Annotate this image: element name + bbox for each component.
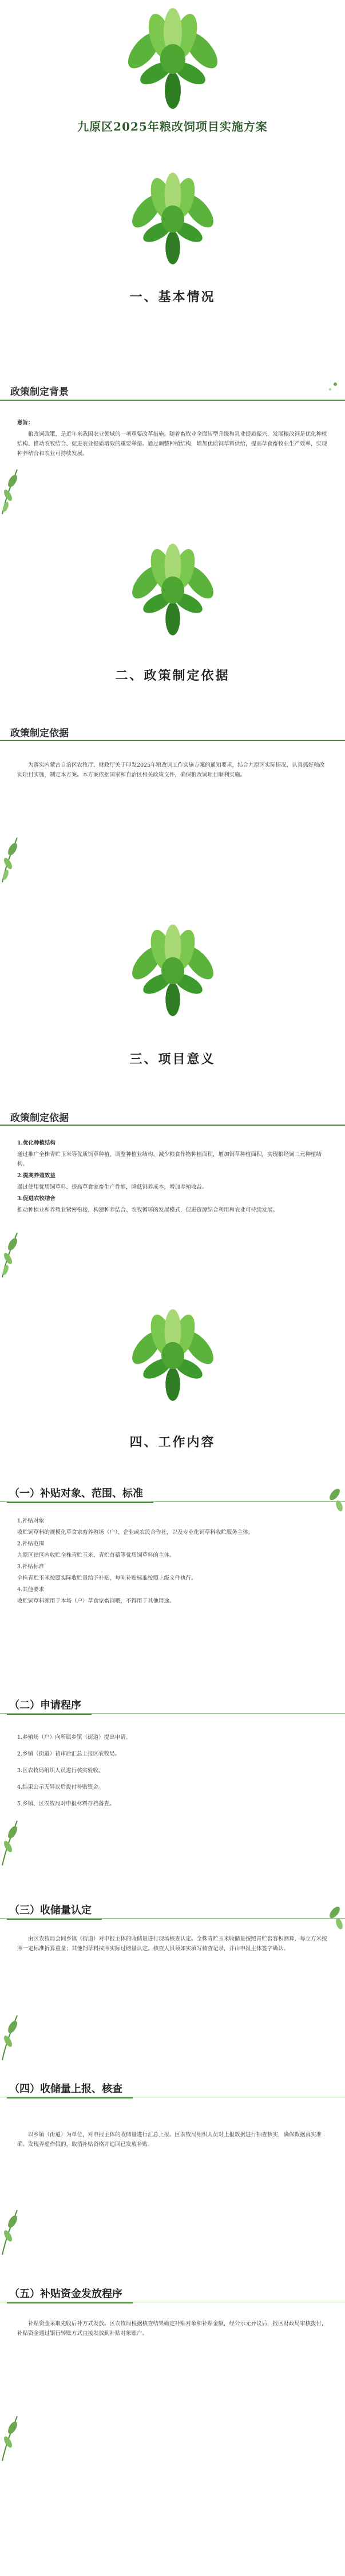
leaf-decoration-icon bbox=[0, 2411, 23, 2462]
background-slide bbox=[0, 321, 345, 520]
paragraph: 由区农牧局会同乡镇（街道）对申报主体的收储量进行现场核查认定。全株青贮玉米收储量按照青贮窖容积测算，每立方米按照一定标准折算重量；其他饲草料按照实际过磅量认定。核查人员须如实填写核查记录，并由申报主体签字确认。 bbox=[17, 1936, 327, 1952]
list-line: 3.区农牧局组织人员进行核实验收。 bbox=[17, 1768, 104, 1774]
slide-heading: （三）收储量认定 bbox=[7, 1901, 97, 1918]
list-line: 2.乡镇（街道）初审后汇总上报区农牧局。 bbox=[17, 1751, 121, 1757]
section-slide-2 bbox=[0, 520, 345, 704]
list-line: 4.结果公示无异议后拨付补贴资金。 bbox=[17, 1784, 104, 1790]
paragraph: 粮改饲政策，是近年来我国农业领域的一项重要改革措施。随着畜牧业全面转型升级和乳业提质振兴，发展粮改饲是优化种植结构、推动农牧结合、促进农业提质增效的重要举措。通过调整种植结构，增加优质饲草料供给，提高草食畜牧业生产效率，实现种养结合和农业可持续发展。 bbox=[17, 431, 327, 457]
plant-illustration bbox=[116, 169, 230, 269]
section-slide-1 bbox=[0, 137, 345, 321]
work-slide-3 bbox=[0, 1872, 345, 2068]
body-text bbox=[17, 2319, 328, 2340]
slide-heading: （五）补贴资金发放程序 bbox=[7, 2285, 128, 2302]
item-title: 3.促进农牧结合 bbox=[17, 1196, 55, 1202]
lead-label: 意旨： bbox=[17, 420, 34, 426]
item-text: 通过推广全株青贮玉米等优质饲草种植，调整种植业结构，减少粮食作物种植面积，增加饲草种植面积，实现粮经饲三元种植结构。 bbox=[17, 1151, 322, 1167]
dot-decoration bbox=[329, 388, 331, 390]
meaning-slide bbox=[0, 1087, 345, 1283]
body-text bbox=[17, 1934, 328, 1955]
cover-slide bbox=[0, 0, 345, 138]
heading-rule bbox=[0, 740, 345, 741]
leaf-decoration-icon bbox=[0, 832, 23, 883]
body-text bbox=[17, 1730, 328, 1813]
paragraph: 为落实内蒙古自治区农牧厅、财政厅关于印发2025年粮改饲工作实施方案的通知要求，结合九原区实际情况，认真抓好粮改饲项目实施，制定本方案。本方案依据国家和自治区相关政策文件，确保粮改饲项目顺利实施。 bbox=[17, 762, 325, 778]
work-slide-2 bbox=[0, 1683, 345, 1873]
paragraph: 以乡镇（街道）为单位，对申报主体的收储量进行汇总上报。区农牧局组织人员对上报数据进行抽查核实，确保数据真实准确。发现弄虚作假的，取消补贴资格并追回已发放补贴。 bbox=[17, 2132, 322, 2148]
body-text bbox=[17, 418, 328, 460]
heading-rule bbox=[0, 1125, 345, 1126]
work-slide-1 bbox=[0, 1472, 345, 1684]
slide-heading: （四）收储量上报、核查 bbox=[7, 2080, 128, 2097]
item-text: 推动种植业和养殖业紧密衔接，构建种养结合、农牧循环的发展模式，促进资源综合利用和农业可持续发展。 bbox=[17, 1207, 279, 1213]
basis-slide bbox=[0, 703, 345, 893]
section-title: 一、基本情况 bbox=[129, 290, 216, 305]
section-title: 三、项目意义 bbox=[129, 1052, 216, 1067]
leaf-decoration-icon bbox=[322, 1901, 345, 1935]
heading-rule bbox=[0, 1918, 345, 1919]
work-slide-5 bbox=[0, 2262, 345, 2576]
leaf-decoration-icon bbox=[0, 1815, 23, 1867]
dot-decoration bbox=[334, 382, 337, 386]
list-line: 收贮饲草料的规模化草食家畜养殖场（户）、企业或农民合作社，以及专业化饲草料收贮服务主体。 bbox=[17, 1529, 254, 1536]
item-title: 2.提高养殖效益 bbox=[17, 1173, 55, 1179]
leaf-decoration-icon bbox=[0, 2010, 23, 2061]
cover-title: 九原区2025年粮改饲项目实施方案 bbox=[77, 120, 268, 133]
leaf-decoration-icon bbox=[0, 2204, 23, 2256]
list-line: 4.其他要求 bbox=[17, 1587, 45, 1593]
section-title: 四、工作内容 bbox=[129, 1435, 216, 1450]
section-slide-3 bbox=[0, 892, 345, 1087]
work-slide-4 bbox=[0, 2067, 345, 2262]
plant-illustration bbox=[116, 1305, 230, 1406]
section-slide-4 bbox=[0, 1283, 345, 1472]
heading-rule bbox=[0, 1713, 345, 1714]
slide-heading: 政策制定依据 bbox=[10, 1113, 69, 1124]
leaf-decoration-icon bbox=[0, 464, 23, 515]
slide-heading: （一）补贴对象、范围、标准 bbox=[7, 1484, 149, 1501]
heading-rule bbox=[0, 1501, 345, 1502]
leaf-decoration-icon bbox=[0, 1227, 23, 1279]
list-line: 5.乡镇、区农牧局对申报材料存档备查。 bbox=[17, 1801, 115, 1807]
list-line: 1.养殖场（户）向所属乡镇（街道）提出申请。 bbox=[17, 1734, 132, 1741]
list-line: 1.补贴对象 bbox=[17, 1518, 45, 1524]
heading-rule bbox=[0, 400, 345, 401]
plant-illustration bbox=[116, 921, 230, 1021]
plant-illustration bbox=[110, 5, 236, 113]
body-text bbox=[17, 1516, 328, 1608]
paragraph: 补贴资金采取先收后补方式发放。区农牧局根据核查结果确定补贴对象和补贴金额，经公示无异议后，报区财政局审核拨付，补贴资金通过银行转账方式直接发放到补贴对象账户。 bbox=[17, 2321, 327, 2337]
list-line: 九原区辖区内收贮全株青贮玉米、青贮苜蓿等优质饲草料的主体。 bbox=[17, 1552, 175, 1559]
list-line: 3.补贴标准 bbox=[17, 1564, 45, 1570]
list-line: 2.补贴范围 bbox=[17, 1541, 45, 1547]
item-title: 1.优化种植结构 bbox=[17, 1140, 55, 1146]
slide-heading: 政策制定背景 bbox=[10, 386, 69, 398]
body-text bbox=[17, 2130, 328, 2151]
body-text bbox=[17, 1138, 328, 1217]
list-line: 收贮饲草料须用于本场（户）草食家畜饲喂，不得用于其他用途。 bbox=[17, 1598, 175, 1604]
slide-heading: （二）申请程序 bbox=[7, 1696, 87, 1713]
body-text bbox=[17, 760, 328, 782]
section-title: 二、政策制定依据 bbox=[115, 668, 230, 683]
plant-illustration bbox=[116, 540, 230, 640]
slide-heading: 政策制定依据 bbox=[10, 728, 69, 739]
list-line: 全株青贮玉米按照实际收贮量给予补贴，每吨补贴标准按照上级文件执行。 bbox=[17, 1575, 197, 1581]
item-text: 通过使用优质饲草料，提高草食家畜生产性能，降低饲养成本，增加养殖收益。 bbox=[17, 1184, 208, 1190]
leaf-decoration-icon bbox=[322, 1483, 345, 1517]
